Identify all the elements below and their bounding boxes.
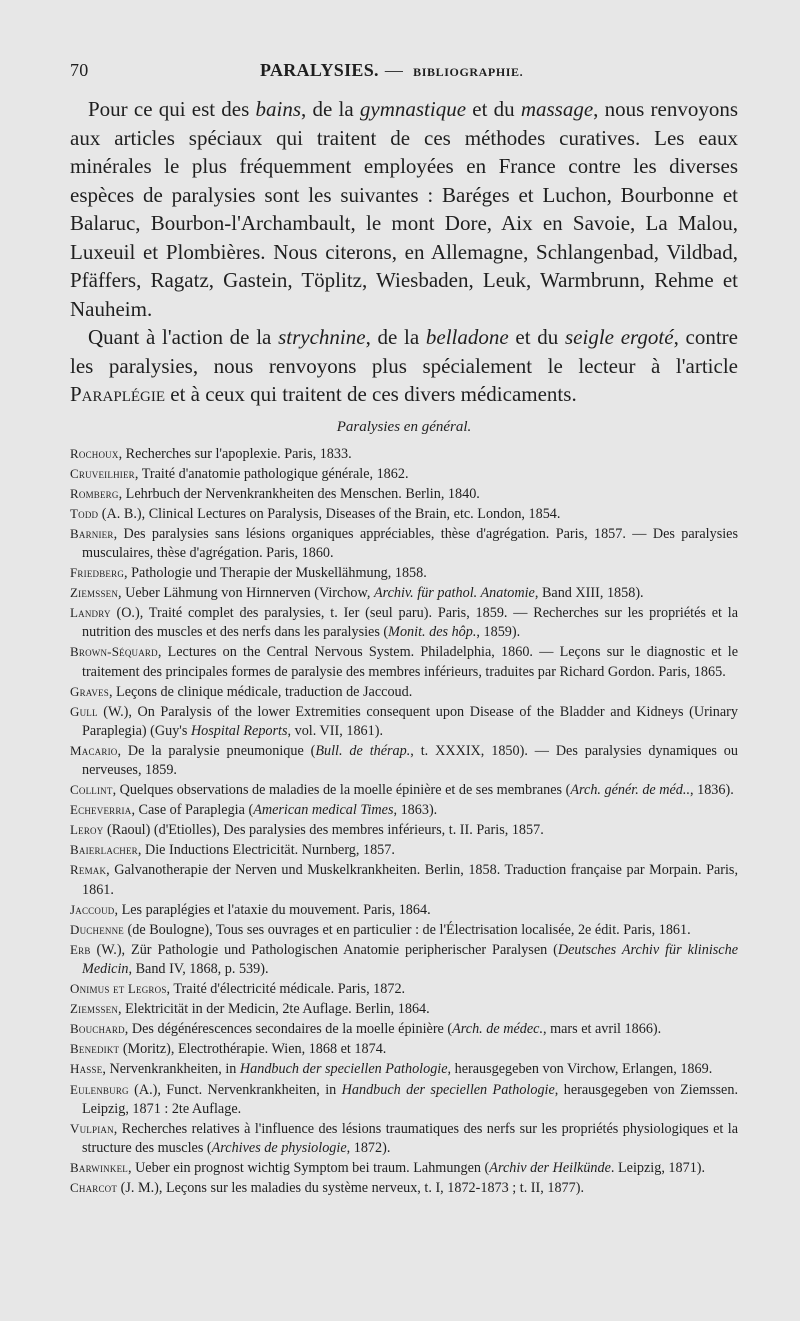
entry-author: Rochoux: [70, 445, 119, 461]
entry-author: Graves: [70, 683, 109, 699]
entry-author: Echeverria: [70, 802, 132, 818]
bibliography-entry: [70, 484, 738, 504]
para-emphasis: gymnastique: [359, 97, 467, 121]
entry-text: . Leipzig, 1871).: [610, 1159, 706, 1176]
entry-author: Barnier: [70, 525, 114, 541]
entry-text: , 1859).: [476, 624, 521, 641]
entry-text: , herausgegeben von Virchow, Erlangen, 1869.: [447, 1061, 713, 1078]
entry-author: Cruveilhier: [70, 465, 135, 481]
entry-text: (W.), Zür Pathologie und Pathologischen Anatomie peripherischer Paralysen (: [90, 941, 558, 958]
entry-text: , herausgegeben von Ziemssen. Leipzig, 1871 : 2te Auflage.: [82, 1081, 738, 1117]
bibliography-entry: [70, 1119, 738, 1158]
para-smallcaps: Paraplégie: [70, 382, 166, 406]
para-text: et du: [508, 325, 565, 349]
para-text: Pour ce qui est des: [88, 97, 256, 121]
entry-author: Bouchard: [70, 1021, 125, 1037]
entry-author: Friedberg: [70, 565, 125, 581]
entry-text: , t. XXXIX, 1850). — Des paralysies dynamiques ou nerveuses, 1859.: [82, 742, 738, 778]
bibliography-entry: [70, 524, 738, 563]
running-header: [70, 60, 738, 81]
entry-author: Charcot: [70, 1179, 118, 1195]
entry-text: , Recherches sur l'apoplexie. Paris, 1833.: [118, 445, 352, 462]
entry-title-italic: Handbuch der speciellen Pathologie: [239, 1061, 448, 1078]
entry-text: (Raoul) (d'Etiolles), Des paralysies des membres inférieurs, t. II. Paris, 1857.: [103, 822, 544, 839]
entry-text: (O.), Traité complet des paralysies, t. Ier (seul paru). Paris, 1859. — Recherches sur les propriétés et la nutrition des muscles et des nerfs dans les paralysies (: [82, 605, 738, 641]
entry-text: , Ueber ein prognost wichtig Symptom bei traum. Lahmungen (: [127, 1159, 490, 1176]
entry-author: Benedikt: [70, 1041, 120, 1057]
entry-title-italic: Deutsches Archiv für klinische Medicin: [82, 941, 738, 977]
entry-text: , Traité d'anatomie pathologique générale, 1862.: [134, 465, 409, 482]
bibliography-entry: [70, 1019, 738, 1039]
bibliography-entry: [70, 820, 738, 840]
entry-author: Duchenne: [70, 921, 124, 937]
para-text: , nous renvoyons aux articles spéciaux qui traitent de ces méthodes curatives. Les eaux minérales le plus fréquemment employées en France contre les diverses espèces de paralysies sont les suivantes : Baréges et Luchon, Bourbonne et Balaruc, Bourbon-l'Archambault, le mont Dore, Aix en Savoie, La Malou, Luxeuil et Plombières. Nous citerons, en Allemagne, Schlangenbad, Vildbad, Pfäffers, Ragatz, Gastein, Töplitz, Wiesbaden, Leuk, Warmbrunn, Rehme et Nauheim.: [70, 97, 738, 321]
entry-author: Remak: [70, 862, 107, 878]
entry-text: , Leçons de clinique médicale, traduction de Jaccoud.: [108, 683, 413, 700]
entry-text: , Les paraplégies et l'ataxie du mouvement. Paris, 1864.: [114, 901, 431, 918]
bibliography-entry: [70, 920, 738, 940]
entry-text: (de Boulogne), Tous ses ouvrages et en particulier : de l'Électrisation localisée, 2e édit. Paris, 1861.: [123, 921, 691, 938]
para-text: Quant à l'action de la: [88, 325, 279, 349]
entry-author: Barwinkel: [70, 1159, 128, 1175]
entry-author: Gull: [70, 703, 98, 719]
entry-text: , Traité d'électricité médicale. Paris, 1872.: [166, 981, 406, 998]
entry-text: , 1872).: [346, 1139, 391, 1156]
entry-title-italic: Hospital Reports: [190, 722, 288, 739]
header-separator: —: [384, 60, 404, 80]
bibliography-entry: [70, 999, 738, 1019]
para-emphasis: massage: [520, 97, 594, 121]
entry-text: , Die Inductions Electricität. Nurnberg, 1857.: [137, 842, 395, 859]
bibliography-entry: [70, 940, 738, 979]
bibliography-entry: [70, 1080, 738, 1119]
bibliography-entry: [70, 504, 738, 524]
entry-text: (A.), Funct. Nervenkrankheiten, in: [128, 1081, 342, 1098]
entry-text: , Des dégénérescences secondaires de la moelle épinière (: [124, 1021, 453, 1038]
entry-text: , Ueber Lähmung von Hirnnerven (Virchow,: [118, 585, 374, 602]
entry-title-italic: Arch. génér. de méd..: [570, 782, 690, 799]
entry-text: , Case of Paraplegia (: [131, 802, 254, 819]
para-emphasis: strychnine: [278, 325, 366, 349]
entry-title-italic: Bull. de thérap.: [315, 742, 411, 759]
entry-text: , De la paralysie pneumonique (: [117, 742, 316, 759]
entry-author: Vulpian: [70, 1120, 114, 1136]
bibliography-entry: [70, 642, 738, 681]
entry-author: Erb: [70, 941, 91, 957]
entry-author: Jaccoud: [70, 901, 115, 917]
running-subtitle: BIBLIOGRAPHIE.: [413, 65, 524, 79]
entry-title-italic: American medical Times: [253, 802, 394, 819]
bibliography-entry: [70, 1178, 738, 1198]
entry-title-italic: Handbuch der speciellen Pathologie: [341, 1081, 555, 1098]
entry-text: , mars et avril 1866).: [543, 1021, 662, 1038]
para-text: , contre les paralysies, nous renvoyons plus spécialement le lecteur à l'article: [70, 325, 738, 378]
bibliography-list: [70, 444, 738, 1199]
entry-text: , Lehrbuch der Nervenkrankheiten des Menschen. Berlin, 1840.: [118, 485, 480, 502]
entry-text: , vol. VII, 1861).: [287, 722, 383, 739]
entry-author: Todd: [70, 505, 99, 521]
entry-text: (Moritz), Electrothérapie. Wien, 1868 et 1874.: [119, 1041, 387, 1058]
entry-text: , Quelques observations de maladies de la moelle épinière et de ses membranes (: [112, 782, 571, 799]
running-title: PARALYSIES.: [260, 60, 379, 80]
entry-author: Onimus et Legros: [70, 981, 167, 997]
bibliography-entry: [70, 979, 738, 999]
bibliography-entry: [70, 741, 738, 780]
bibliography-entry: [70, 1039, 738, 1059]
para-text: , de la: [301, 97, 360, 121]
bibliography-entry: [70, 682, 738, 702]
bibliography-entry: [70, 464, 738, 484]
para-emphasis: belladone: [425, 325, 509, 349]
section-title: Paralysies en général.: [336, 418, 472, 435]
entry-author: Eulenburg: [70, 1081, 129, 1097]
bibliography-entry: [70, 860, 738, 899]
entry-text: , Galvanotherapie der Nerven und Muskelkrankheiten. Berlin, 1858. Traduction française par Morpain. Paris, 1861.: [82, 862, 738, 898]
entry-text: (W.), On Paralysis of the lower Extremities consequent upon Disease of the Bladder and Kidneys (Urinary Paraplegia) (Guy's: [82, 703, 738, 739]
entry-text: , 1863).: [393, 802, 438, 819]
bibliography-entry: [70, 603, 738, 642]
entry-text: , Elektricität in der Medicin, 2te Auflage. Berlin, 1864.: [118, 1001, 430, 1018]
para-text: et du: [466, 97, 521, 121]
bibliography-entry: [70, 900, 738, 920]
entry-text: (J. M.), Leçons sur les maladies du système nerveux, t. I, 1872-1873 ; t. II, 1877).: [117, 1179, 584, 1196]
bibliography-entry: [70, 563, 738, 583]
bibliography-entry: [70, 702, 738, 741]
page-number: 70: [70, 60, 89, 80]
paragraph-medications: [70, 323, 738, 409]
entry-title-italic: Archives de physiologie: [211, 1139, 347, 1156]
para-emphasis: seigle ergoté: [565, 325, 674, 349]
entry-author: Leroy: [70, 822, 104, 838]
bibliography-entry: [70, 1059, 738, 1079]
entry-author: Ziemssen: [70, 585, 119, 601]
entry-author: Baierlacher: [70, 842, 138, 858]
entry-title-italic: Archiv. für pathol. Anatomie: [373, 585, 535, 602]
bibliography-entry: [70, 1158, 738, 1178]
para-text: , de la: [365, 325, 426, 349]
entry-author: Romberg: [70, 485, 119, 501]
entry-author: Hasse: [70, 1061, 103, 1077]
entry-title-italic: Arch. de médec.: [452, 1021, 543, 1038]
entry-text: , Des paralysies sans lésions organiques appréciables, thèse d'agrégation. Paris, 1857. — Des paralysies musculaires, thèse d'agrégation. Paris, 1860.: [82, 525, 738, 561]
entry-text: , Band XIII, 1858).: [534, 585, 644, 602]
bibliography-entry: [70, 840, 738, 860]
entry-title-italic: Archiv der Heilkünde: [489, 1159, 611, 1176]
paragraph-treatments: [70, 95, 738, 323]
entry-author: Macario: [70, 742, 118, 758]
entry-text: , Pathologie und Therapie der Muskellähmung, 1858.: [124, 565, 427, 582]
entry-text: , 1836).: [690, 782, 734, 799]
bibliography-entry: [70, 780, 738, 800]
entry-title-italic: Monit. des hôp.: [388, 624, 477, 641]
bibliography-entry: [70, 583, 738, 603]
entry-text: , Recherches relatives à l'influence des lésions traumatiques des nerfs sur les propriétés physiologiques et la structure des muscles (: [82, 1120, 738, 1156]
para-text: et à ceux qui traitent de ces divers médicaments.: [165, 382, 577, 406]
entry-text: , Band IV, 1868, p. 539).: [128, 960, 269, 977]
entry-text: , Nervenkrankheiten, in: [102, 1061, 240, 1078]
para-emphasis: bains: [255, 97, 302, 121]
entry-text: , Lectures on the Central Nervous System. Philadelphia, 1860. — Leçons sur le diagnostic et le traitement des principales formes de paralysie des membres inférieurs, traduites par Richard Gordon. Paris, 1865.: [82, 644, 738, 680]
entry-author: Brown-Séquard: [70, 644, 158, 660]
entry-author: Collint: [70, 782, 113, 798]
bibliography-entry: [70, 800, 738, 820]
entry-author: Landry: [70, 605, 111, 621]
entry-text: (A. B.), Clinical Lectures on Paralysis, Diseases of the Brain, etc. London, 1854.: [98, 505, 561, 522]
bibliography-entry: [70, 444, 738, 464]
entry-author: Ziemssen: [70, 1001, 119, 1017]
